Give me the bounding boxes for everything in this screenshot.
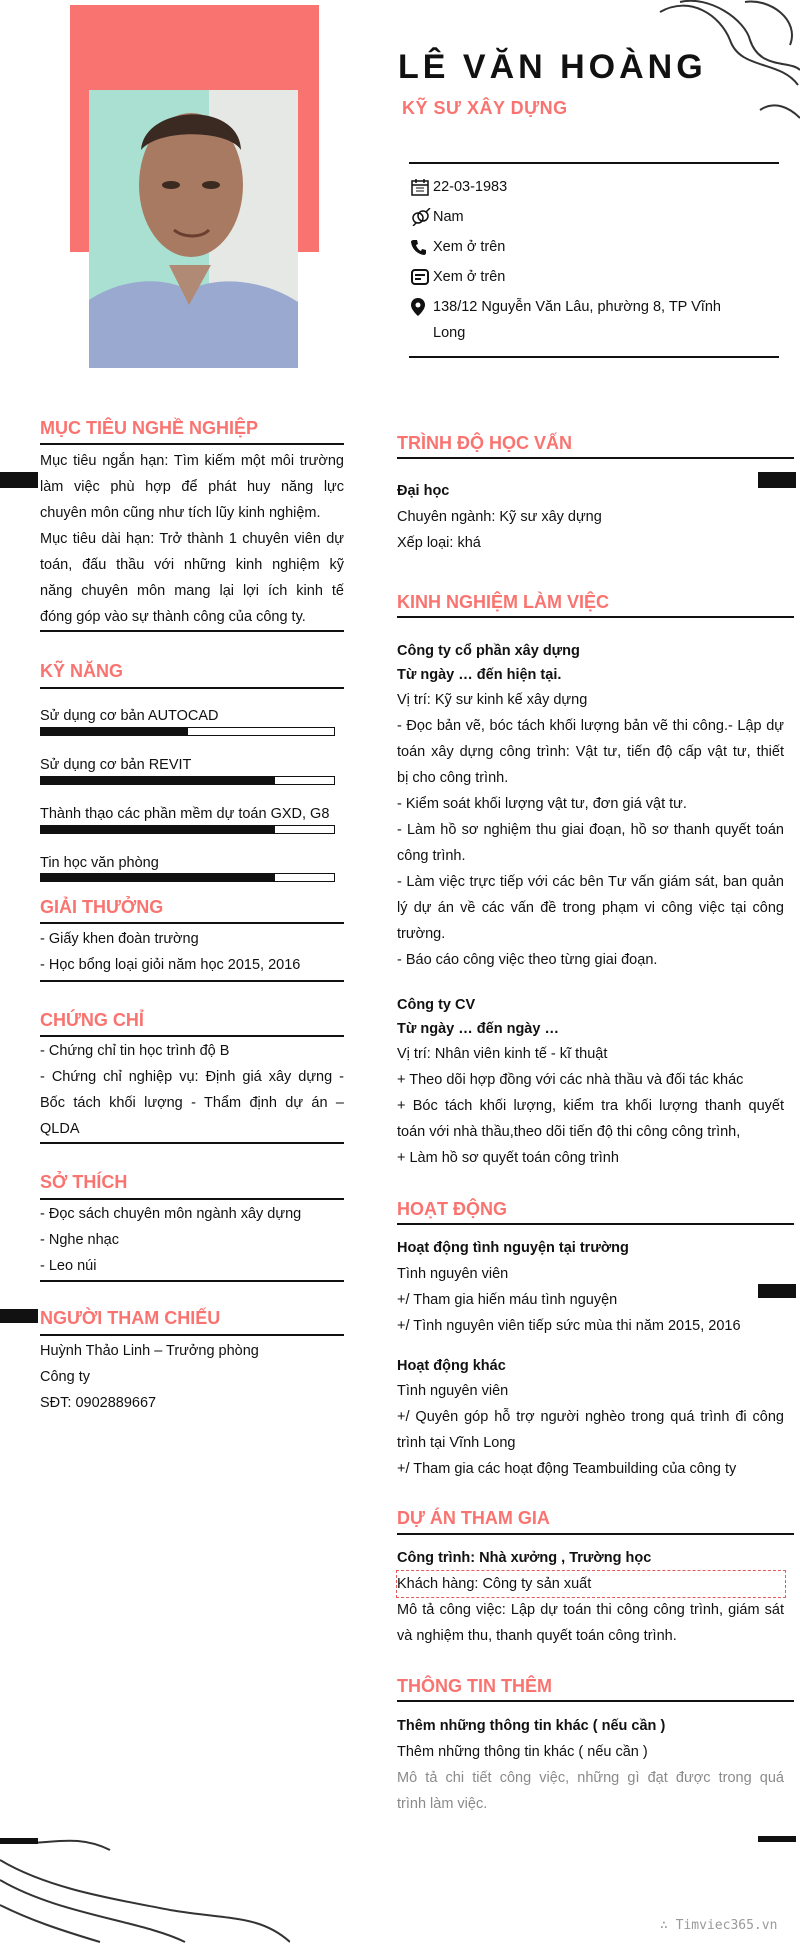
skill-bar <box>40 727 335 736</box>
hint-line: Mô tả chi tiết công việc, những gì đạt được trong quá <box>397 1770 784 1786</box>
section-divider <box>40 1142 344 1144</box>
skill-bar <box>40 873 335 882</box>
margin-mark <box>0 472 38 488</box>
job-details <box>397 687 784 973</box>
activity-line: +/ Tham gia các hoạt động Teambuilding của công ty <box>397 1461 737 1477</box>
gender-icon <box>411 204 433 230</box>
skill-bar-fill <box>41 728 188 735</box>
award-item: - Học bổng loại giỏi năm học 2015, 2016 <box>40 957 301 973</box>
phone-icon <box>411 234 433 260</box>
activity-name: Hoạt động tình nguyện tại trường <box>397 1240 629 1256</box>
skill-bar-fill <box>41 874 275 881</box>
job-line: + Bóc tách khối lượng, kiểm tra khối lượng thanh quyết <box>397 1098 784 1114</box>
section-divider <box>40 1035 344 1037</box>
job-line: Vị trí: Nhân viên kinh tế - kĩ thuật <box>397 1046 608 1062</box>
contact-address <box>411 294 721 346</box>
job-line: lý dự án về các vấn đề trong phạm vi công việc tại công <box>397 900 784 916</box>
objective-line: đóng góp vào sự thành công của công ty. <box>40 609 306 625</box>
contact-email <box>411 264 505 290</box>
reference-line: Công ty <box>40 1369 90 1385</box>
section-divider <box>40 1334 344 1336</box>
job-period: Từ ngày … đến hiện tại. <box>397 667 562 683</box>
dob-value: 22-03-1983 <box>433 179 508 195</box>
section-divider <box>397 457 794 459</box>
section-divider <box>40 922 344 924</box>
hobbies-title: SỞ THÍCH <box>40 1172 128 1192</box>
objective-line: toán, đấu thầu với những kinh nghiệm kỹ <box>40 557 344 573</box>
objective-line: năng chuyên môn mang lại lợi ích kinh tế <box>40 583 344 599</box>
section-divider <box>40 980 344 982</box>
skill-label: Sử dụng cơ bản AUTOCAD <box>40 708 219 724</box>
contact-phone <box>411 234 505 260</box>
certificate-line: - Chứng chỉ tin học trình độ B <box>40 1043 230 1059</box>
contact-info-box <box>409 162 779 358</box>
hobby-item: - Leo núi <box>40 1258 97 1274</box>
award-item: - Giấy khen đoàn trường <box>40 931 199 947</box>
skills-title: KỸ NĂNG <box>40 661 124 681</box>
objective-line: Mục tiêu ngắn hạn: Tìm kiếm một môi trường <box>40 453 344 469</box>
skill-bar-fill <box>41 826 275 833</box>
hint-line: trình làm việc. <box>397 1796 488 1812</box>
hobby-item: - Đọc sách chuyên môn ngành xây dựng <box>40 1206 302 1222</box>
objective-title: MỤC TIÊU NGHỀ NGHIỆP <box>40 418 259 438</box>
project-desc-line: Mô tả công việc: Lập dự toán thi công công trình, giám sát <box>397 1602 784 1618</box>
reference-line: SĐT: 0902889667 <box>40 1395 157 1411</box>
education-school: Đại học <box>397 483 450 499</box>
margin-mark <box>0 1838 38 1844</box>
additional-heading: Thêm những thông tin khác ( nếu cần ) <box>397 1718 666 1734</box>
job-line: + Theo dõi hợp đồng với các nhà thầu và đối tác khác <box>397 1072 744 1088</box>
calendar-icon <box>411 174 433 200</box>
certificate-line: Bốc tách khối lượng - Thẩm định dự án – <box>40 1095 344 1111</box>
job-line: - Báo cáo công việc theo từng giai đoạn. <box>397 952 658 968</box>
activity-line: trình tại Vĩnh Long <box>397 1435 516 1451</box>
job-line: toán xây dựng công trình: Vật tư, tiến độ cấp vật tư, thiết <box>397 744 784 760</box>
job-line: - Làm hồ sơ nghiệm thu giai đoạn, hồ sơ thanh quyết toán <box>397 822 784 838</box>
job-line: - Đọc bản vẽ, bóc tách khối lượng bản vẽ thi công.- Lập dự <box>397 718 784 734</box>
contact-dob <box>411 174 507 200</box>
objective-line: làm việc phù hợp để phát huy năng lực <box>40 479 344 495</box>
contact-gender <box>411 204 464 230</box>
job-line: bị cho công trình. <box>397 770 509 786</box>
reference-line: Huỳnh Thảo Linh – Trưởng phòng <box>40 1343 259 1359</box>
experience-title: KINH NGHIỆM LÀM VIỆC <box>397 592 610 612</box>
skill-label: Sử dụng cơ bản REVIT <box>40 757 192 773</box>
section-divider <box>40 1198 344 1200</box>
skill-bar <box>40 825 335 834</box>
objective-line: chuyên môn cũng như tích lũy kinh nghiệm. <box>40 505 321 521</box>
section-divider <box>40 687 344 689</box>
activity-line: Tình nguyên viên <box>397 1266 509 1282</box>
job-line: Vị trí: Kỹ sư kinh kế xây dựng <box>397 692 588 708</box>
additional-text: Thêm những thông tin khác ( nếu cần ) <box>397 1744 648 1760</box>
certificates-text <box>40 1038 344 1142</box>
phone-value: Xem ở trên <box>433 239 506 255</box>
activity-details <box>397 1378 784 1482</box>
candidate-name: LÊ VĂN HOÀNG <box>398 48 707 86</box>
education-title: TRÌNH ĐỘ HỌC VẤN <box>397 433 572 453</box>
skill-bar-fill <box>41 777 275 784</box>
objective-line: Mục tiêu dài hạn: Trở thành 1 chuyên viên dự <box>40 531 344 547</box>
activity-name: Hoạt động khác <box>397 1358 506 1374</box>
margin-mark <box>758 1284 796 1298</box>
additional-hint <box>397 1765 784 1817</box>
location-pin-icon <box>411 294 433 320</box>
job-line: - Kiểm soát khối lượng vật tư, đơn giá vật tư. <box>397 796 687 812</box>
section-divider <box>397 1700 794 1702</box>
margin-mark <box>758 1836 796 1842</box>
job-line: + Làm hồ sơ quyết toán công trình <box>397 1150 619 1166</box>
job-line: trường. <box>397 926 446 942</box>
activities-title: HOẠT ĐỘNG <box>397 1199 507 1219</box>
job-period: Từ ngày … đến ngày … <box>397 1021 559 1037</box>
education-grade: Xếp loại: khá <box>397 535 481 551</box>
job-details <box>397 1041 784 1171</box>
hobby-item: - Nghe nhạc <box>40 1232 119 1248</box>
activity-line: Tình nguyên viên <box>397 1383 509 1399</box>
skill-label: Thành thạo các phần mềm dự toán GXD, G8 <box>40 806 330 822</box>
project-description <box>397 1597 784 1649</box>
job-company: Công ty CV <box>397 997 476 1013</box>
job-line: - Làm việc trực tiếp với các bên Tư vấn giám sát, ban quản <box>397 874 784 890</box>
references-title: NGƯỜI THAM CHIẾU <box>40 1308 221 1328</box>
skill-label: Tin học văn phòng <box>40 855 159 871</box>
awards-title: GIẢI THƯỞNG <box>40 897 164 917</box>
section-divider <box>397 1223 794 1225</box>
project-name: Công trình: Nhà xưởng , Trường học <box>397 1550 652 1566</box>
email-icon <box>411 264 433 290</box>
additional-title: THÔNG TIN THÊM <box>397 1676 552 1696</box>
address-line: 138/12 Nguyễn Văn Lâu, phường 8, TP Vĩnh <box>433 299 721 315</box>
section-divider <box>397 616 794 618</box>
margin-mark <box>758 472 796 488</box>
project-client[interactable]: Khách hàng: Công ty sản xuất <box>397 1576 592 1592</box>
watermark: ∴ Timviec365.vn <box>660 1918 778 1933</box>
address-line: Long <box>433 325 466 341</box>
gender-value: Nam <box>433 209 464 225</box>
activity-line: +/ Quyên góp hỗ trợ người nghèo trong quá trình đi công <box>397 1409 784 1425</box>
margin-mark <box>0 1309 38 1323</box>
job-line: công trình. <box>397 848 466 864</box>
section-divider <box>397 1533 794 1535</box>
projects-title: DỰ ÁN THAM GIA <box>397 1508 550 1528</box>
certificate-line: - Chứng chỉ nghiệp vụ: Định giá xây dựng - <box>40 1069 344 1085</box>
job-title: KỸ SƯ XÂY DỰNG <box>402 98 568 118</box>
section-divider <box>40 443 344 445</box>
bottom-left-wave-decoration <box>0 1820 290 1943</box>
certificates-title: CHỨNG CHỈ <box>40 1010 144 1030</box>
job-company: Công ty cổ phần xây dựng <box>397 643 580 659</box>
project-desc-line: và nghiệm thu, thanh quyết toán công trình. <box>397 1628 677 1644</box>
avatar <box>89 90 298 368</box>
section-divider <box>40 630 344 632</box>
email-value: Xem ở trên <box>433 269 506 285</box>
section-divider <box>40 1280 344 1282</box>
skill-bar <box>40 776 335 785</box>
certificate-line: QLDA <box>40 1121 80 1137</box>
education-major: Chuyên ngành: Kỹ sư xây dựng <box>397 509 602 525</box>
activity-line: +/ Tình nguyên viên tiếp sức mùa thi năm 2015, 2016 <box>397 1318 741 1334</box>
activity-line: +/ Tham gia hiến máu tình nguyện <box>397 1292 618 1308</box>
objective-text <box>40 448 344 630</box>
job-line: toán với nhà thầu,theo dõi tiến độ thi công công trình, <box>397 1124 741 1140</box>
